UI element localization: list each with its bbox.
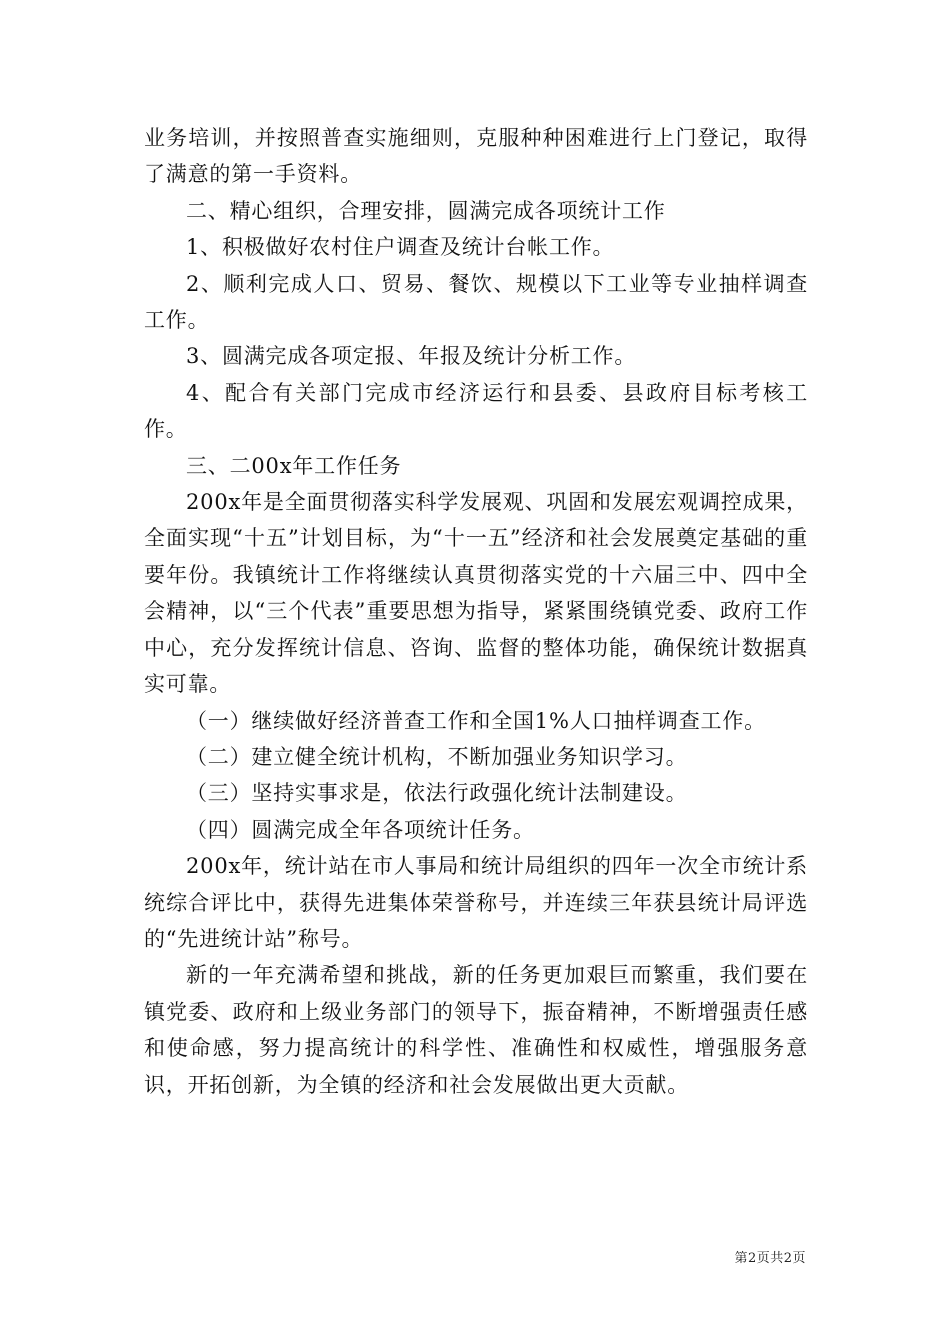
paragraph: 200x年，统计站在市人事局和统计局组织的四年一次全市统计系统综合评比中，获得先进集体荣誉称号，并连续三年获县统计局评选的“先进统计站”称号。 xyxy=(144,854,808,951)
task-item: （二）建立健全统计机构，不断加强业务知识学习。 xyxy=(186,744,688,769)
paragraph: 200x年是全面贯彻落实科学发展观、巩固和发展宏观调控成果，全面实现“十五”计划目标，为“十一五”经济和社会发展奠定基础的重要年份。我镇统计工作将继续认真贯彻落实党的十六届三中、四中全会精神，以“三个代表”重要思想为指导，紧紧围绕镇党委、政府工作中心，充分发挥统计信息、咨询、监督的整体功能，确保统计数据真实可靠。 xyxy=(144,490,808,697)
page-number-footer: 第2页共2页 xyxy=(734,1251,806,1266)
paragraph-continuation: 业务培训，并按照普查实施细则，克服种种困难进行上门登记，取得了满意的第一手资料。 xyxy=(144,126,808,187)
section-heading-three: 三、二00x年工作任务 xyxy=(186,453,402,478)
list-item: 4、配合有关部门完成市经济运行和县委、县政府目标考核工作。 xyxy=(144,380,808,442)
document-body xyxy=(144,120,808,1103)
task-item: （一）继续做好经济普查工作和全国1%人口抽样调查工作。 xyxy=(186,708,766,733)
list-item: 2、顺利完成人口、贸易、餐饮、规模以下工业等专业抽样调查工作。 xyxy=(144,271,808,333)
paragraph: 新的一年充满希望和挑战，新的任务更加艰巨而繁重，我们要在镇党委、政府和上级业务部门的领导下，振奋精神，不断增强责任感和使命感，努力提高统计的科学性、准确性和权威性，增强服务意识，开拓创新，为全镇的经济和社会发展做出更大贡献。 xyxy=(144,963,808,1097)
section-heading-two: 二、精心组织，合理安排，圆满完成各项统计工作 xyxy=(186,198,666,223)
task-item: （三）坚持实事求是，依法行政强化统计法制建设。 xyxy=(186,781,688,806)
list-item: 3、圆满完成各项定报、年报及统计分析工作。 xyxy=(186,344,637,369)
list-item: 1、积极做好农村住户调查及统计台帐工作。 xyxy=(186,235,615,260)
task-item: （四）圆满完成全年各项统计任务。 xyxy=(186,817,535,842)
